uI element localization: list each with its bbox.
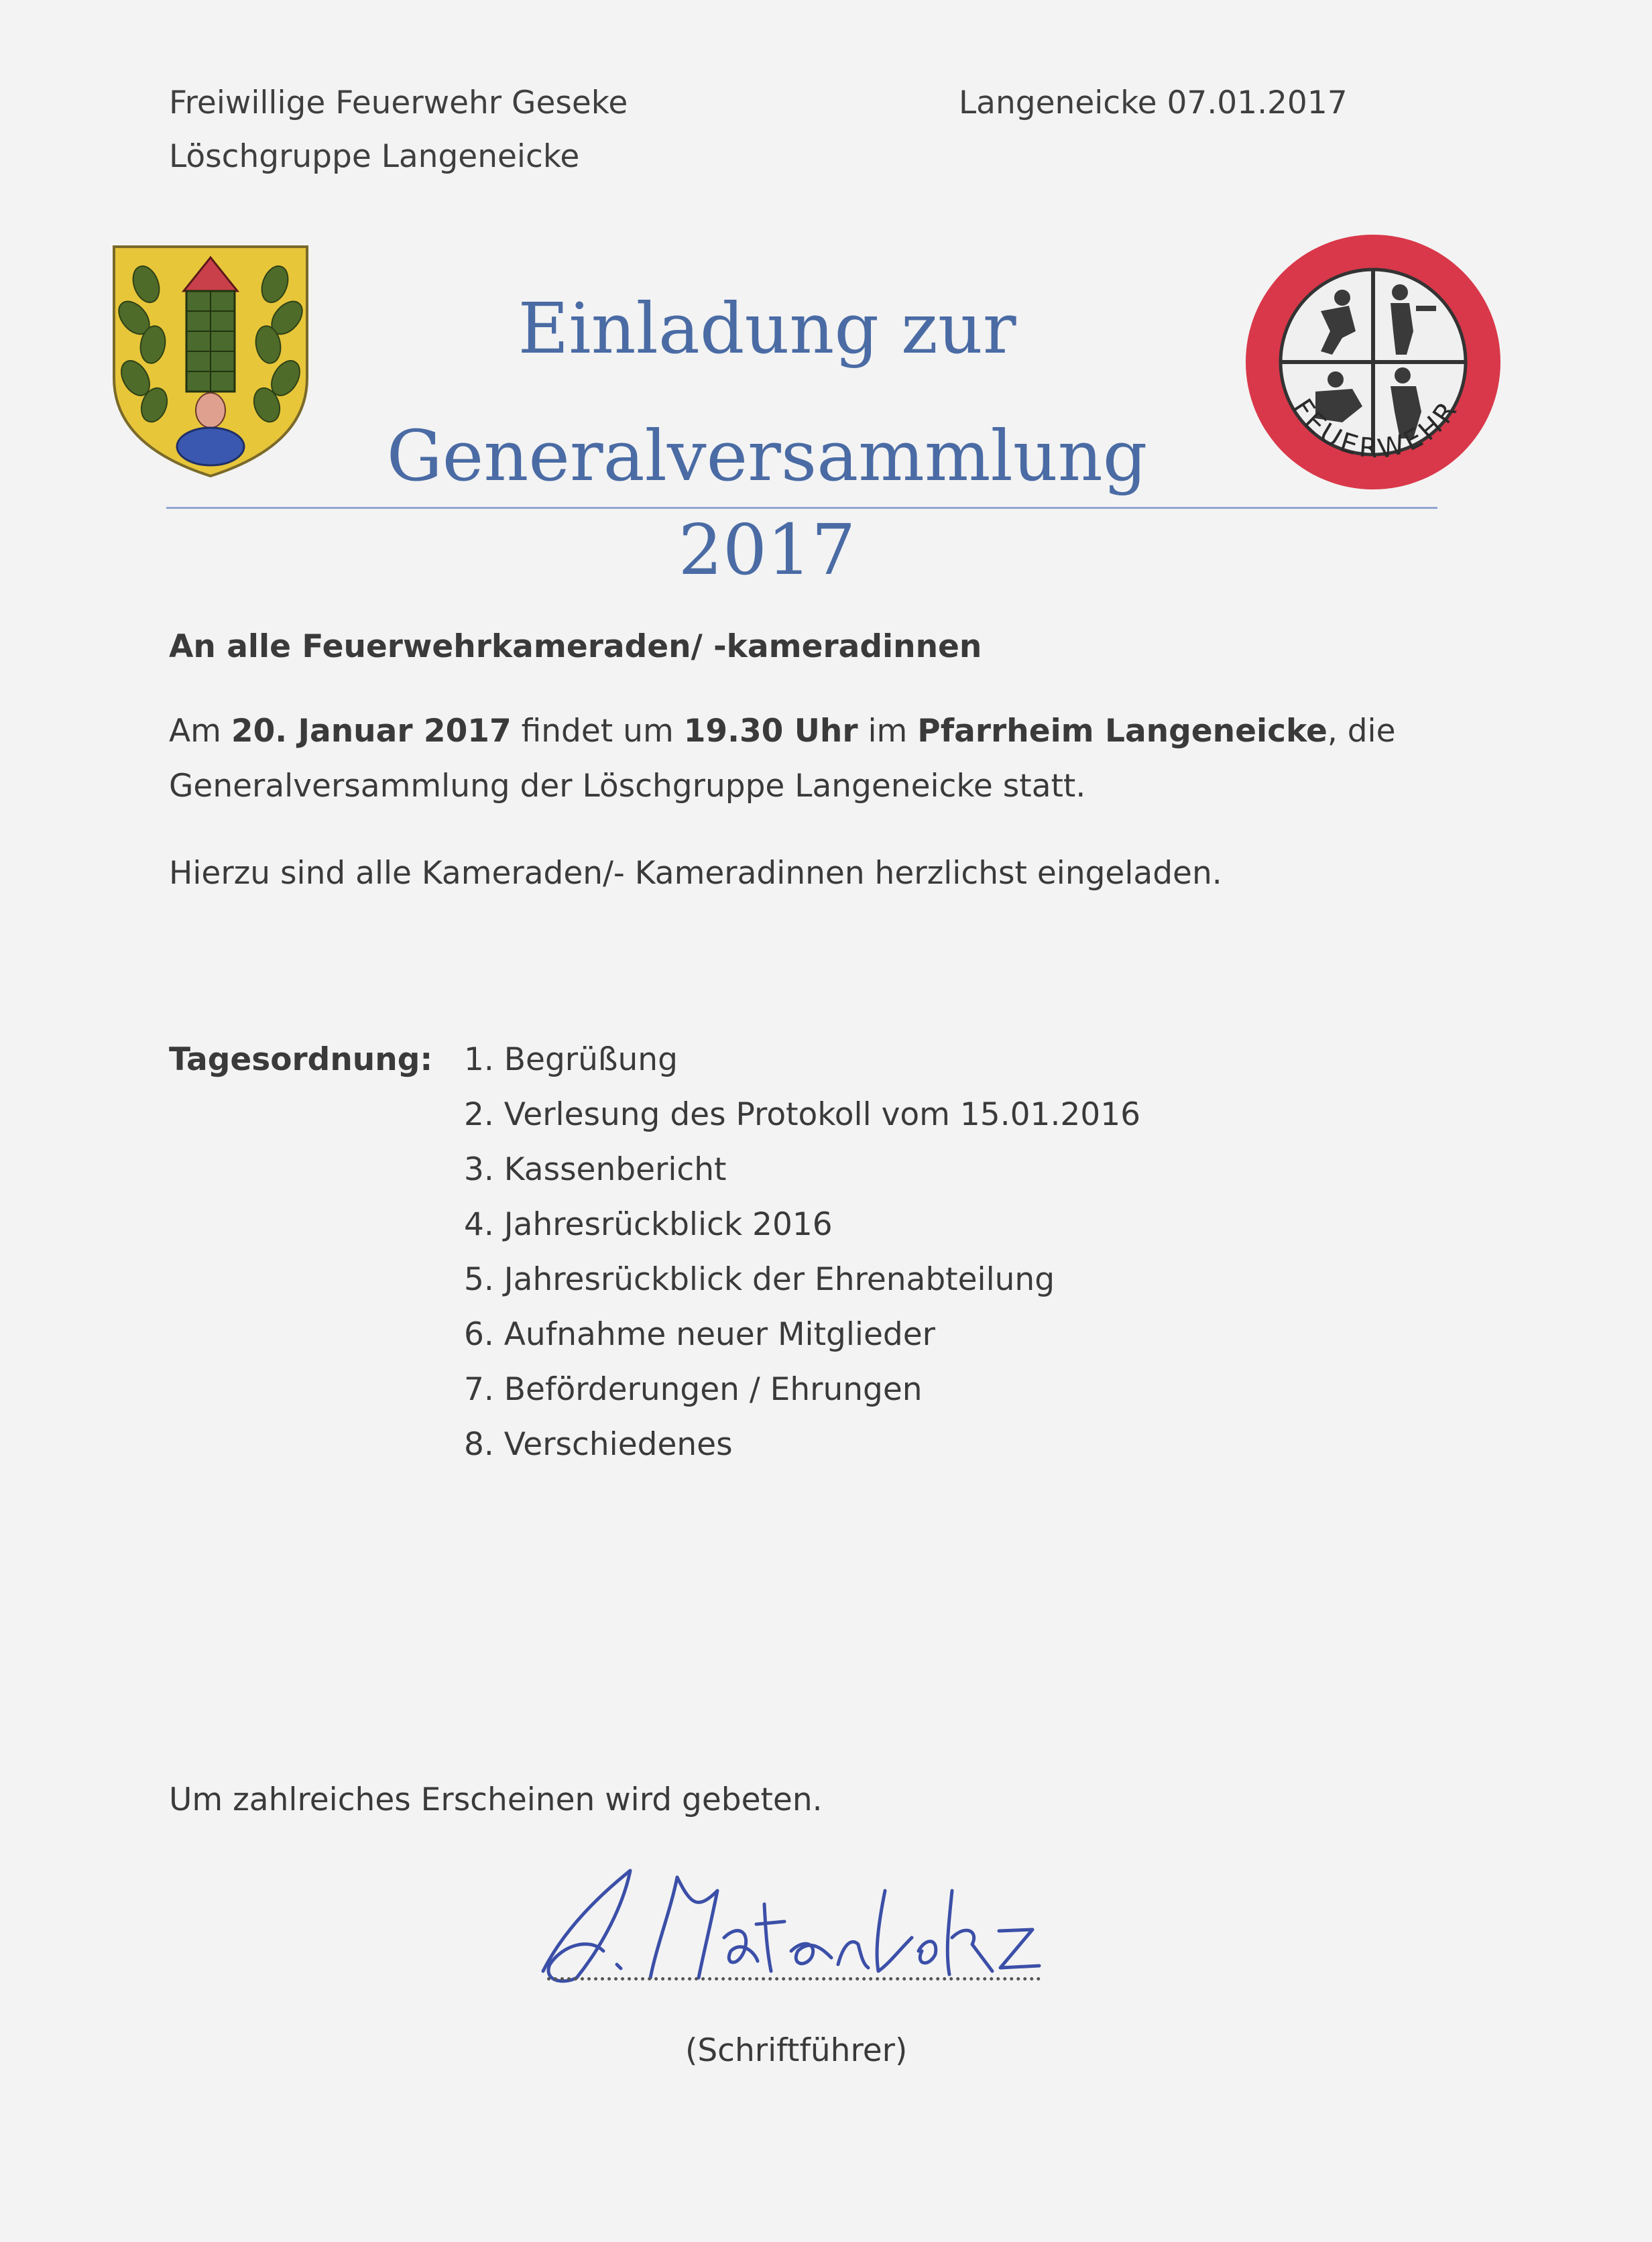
title-divider [166,507,1437,509]
signatory-role: (Schriftführer) [685,2032,908,2069]
salutation: An alle Feuerwehrkameraden/ -kameradinnen [169,628,982,665]
text-segment: , die [1327,713,1396,750]
agenda-item: 8. Verschiedenes [464,1426,733,1463]
coat-of-arms-icon [111,244,310,479]
fire-brigade-emblem-icon [1242,231,1504,493]
signature-icon [523,1850,1059,1991]
agenda-item: 6. Aufnahme neuer Mitglieder [464,1316,935,1353]
organization-subunit: Löschgruppe Langeneicke [169,138,580,175]
meeting-date: 20. Januar 2017 [231,713,512,750]
agenda-item: 1. Begrüßung [464,1041,678,1078]
invitation-paragraph-line1 [169,704,1396,759]
text-segment: Am [169,713,231,750]
agenda-item: 2. Verlesung des Protokoll vom 15.01.2016 [464,1096,1141,1133]
agenda-item: 4. Jahresrückblick 2016 [464,1206,833,1243]
document-title-line1: Einladung zur [518,288,1016,369]
meeting-time: 19.30 Uhr [683,713,858,750]
emblem-ring-text: FEUERWEHR [1286,393,1466,465]
agenda-list [464,1032,1140,1472]
text-segment: im [858,713,918,750]
agenda-item: 3. Kassenbericht [464,1151,727,1188]
agenda-label: Tagesordnung: [169,1041,433,1078]
place-date: Langeneicke 07.01.2017 [959,84,1348,121]
signature-line [547,1977,1041,1981]
invitation-sentence: Hierzu sind alle Kameraden/- Kameradinnen herzlichst eingeladen. [169,855,1222,892]
meeting-venue: Pfarrheim Langeneicke [917,713,1328,750]
invitation-paragraph-line2: Generalversammlung der Löschgruppe Langeneicke statt. [169,768,1086,805]
text-segment: findet um [511,713,684,750]
agenda-item: 5. Jahresrückblick der Ehrenabteilung [464,1261,1055,1298]
agenda-item: 7. Beförderungen / Ehrungen [464,1371,923,1408]
document-title-line2: Generalversammlung 2017 [386,415,1148,591]
organization-name: Freiwillige Feuerwehr Geseke [169,84,628,121]
closing-sentence: Um zahlreiches Erscheinen wird gebeten. [169,1781,823,1818]
